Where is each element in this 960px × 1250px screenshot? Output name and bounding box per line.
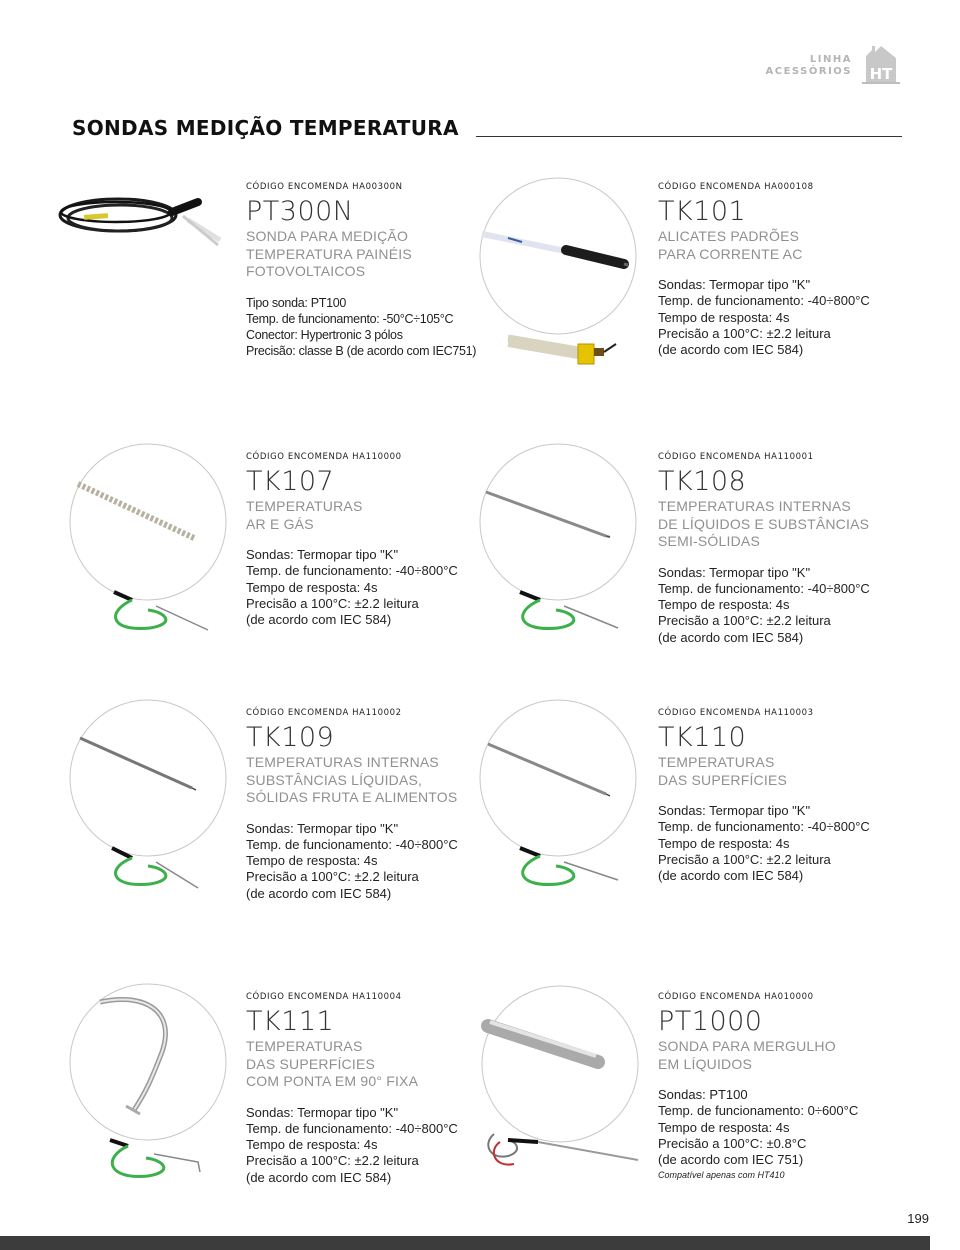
description-line: SUBSTÂNCIAS LÍQUIDAS, xyxy=(246,771,423,788)
braided-probe-image xyxy=(478,176,640,396)
page-number: 199 xyxy=(907,1211,929,1226)
product-name: TK110 xyxy=(658,722,747,753)
description-line: SONDA PARA MEDIÇÃO xyxy=(246,228,409,244)
immersion-probe-image xyxy=(478,984,644,1190)
spec-line: Precisão a 100°C: ±2.2 leitura xyxy=(246,595,419,611)
spec-line: Precisão: classe B (de acordo com IEC751) xyxy=(246,344,477,359)
compatibility-note: Compatível apenas com HT410 xyxy=(658,1170,785,1181)
product-code: CÓDIGO ENCOMENDA HA110000 xyxy=(246,452,402,462)
description-line: SONDA PARA MERGULHO xyxy=(658,1038,836,1054)
spec-line: Tempo de resposta: 4s xyxy=(658,835,790,851)
spec-line: (de acordo com IEC 584) xyxy=(246,885,392,901)
product-tk108 xyxy=(658,452,870,646)
product-specs xyxy=(658,1087,858,1168)
description-line: DAS SUPERFÍCIES xyxy=(658,771,788,788)
product-description xyxy=(658,228,870,263)
spec-line: Sondas: Termopar tipo "K" xyxy=(246,820,399,836)
spec-line: (de acordo com IEC 584) xyxy=(658,868,804,884)
description-line: TEMPERATURAS xyxy=(246,498,363,514)
description-line: TEMPERATURA PAINÉIS xyxy=(246,245,412,262)
product-code: CÓDIGO ENCOMENDA HA110001 xyxy=(658,452,814,462)
spec-line: Precisão a 100°C: ±2.2 leitura xyxy=(658,613,831,629)
food-probe-image xyxy=(66,698,246,894)
description-line: DAS SUPERFÍCIES xyxy=(246,1055,376,1072)
product-tk109 xyxy=(246,708,458,902)
spec-line: Precisão a 100°C: ±2.2 leitura xyxy=(246,869,419,885)
coiled-cable-probe-image xyxy=(48,170,238,280)
product-description xyxy=(658,1038,858,1073)
brand-line-2: ACESSÓRIOS xyxy=(765,66,852,77)
product-specs xyxy=(658,277,870,358)
spec-line: Sondas: Termopar tipo "K" xyxy=(658,803,811,818)
product-description xyxy=(658,754,870,789)
product-name: PT1000 xyxy=(658,1006,763,1037)
brand-header xyxy=(752,42,902,86)
spec-line: Precisão a 100°C: ±0.8°C xyxy=(658,1135,807,1151)
spec-line: Tempo de resposta: 4s xyxy=(658,309,790,325)
footer-bar xyxy=(0,1236,930,1250)
product-code: CÓDIGO ENCOMENDA HA010000 xyxy=(658,992,814,1002)
product-code: CÓDIGO ENCOMENDA HA110003 xyxy=(658,708,814,718)
spec-line: Temp. de funcionamento: -40÷800°C xyxy=(246,836,458,852)
ht-logo-icon xyxy=(860,42,902,84)
product-pt300n xyxy=(246,182,476,360)
spec-line: (de acordo com IEC 584) xyxy=(658,342,804,358)
product-description xyxy=(658,498,870,551)
product-tk111 xyxy=(246,992,458,1186)
needle-probe-image xyxy=(478,442,640,638)
spec-line: Tempo de resposta: 4s xyxy=(246,853,378,869)
product-description xyxy=(246,228,476,281)
spec-line: Sondas: Termopar tipo "K" xyxy=(658,564,811,580)
spec-line: Tempo de resposta: 4s xyxy=(246,1137,378,1153)
brand-text xyxy=(766,54,853,78)
product-description xyxy=(246,498,458,533)
description-line: EM LÍQUIDOS xyxy=(658,1055,752,1072)
product-specs xyxy=(658,803,870,884)
product-specs xyxy=(246,821,458,902)
product-code: CÓDIGO ENCOMENDA HA110004 xyxy=(246,992,402,1002)
spec-line: (de acordo com IEC 584) xyxy=(246,1169,392,1185)
description-line: COM PONTA EM 90° FIXA xyxy=(246,1073,419,1089)
product-code: CÓDIGO ENCOMENDA HA110002 xyxy=(246,708,402,718)
product-tk107 xyxy=(246,452,458,628)
spec-line: Tempo de resposta: 4s xyxy=(246,579,378,595)
product-tk101 xyxy=(658,182,870,358)
description-line: TEMPERATURAS xyxy=(246,1038,363,1054)
spec-line: Temp. de funcionamento: -40÷800°C xyxy=(658,293,870,309)
surface-probe-image xyxy=(478,698,640,894)
description-line: SÓLIDAS FRUTA E ALIMENTOS xyxy=(246,789,458,805)
spec-line: Conector: Hypertronic 3 pólos xyxy=(246,328,403,343)
spec-line: Tipo sonda: PT100 xyxy=(246,295,347,310)
product-specs xyxy=(658,565,870,646)
spec-line: Temp. de funcionamento: 0÷600°C xyxy=(658,1103,859,1119)
product-description xyxy=(246,1038,458,1091)
spec-line: Sondas: Termopar tipo "K" xyxy=(246,1104,399,1120)
product-code: CÓDIGO ENCOMENDA HA00300N xyxy=(246,182,403,192)
description-line: TEMPERATURAS xyxy=(658,754,775,770)
product-name: TK107 xyxy=(246,466,335,497)
product-specs xyxy=(246,1105,458,1186)
spec-line: Temp. de funcionamento: -40÷800°C xyxy=(658,819,870,835)
page-title: SONDAS MEDIÇÃO TEMPERATURA xyxy=(72,116,459,140)
title-divider xyxy=(476,136,902,137)
air-probe-image xyxy=(66,442,246,638)
product-name: TK101 xyxy=(658,196,747,227)
product-name: TK108 xyxy=(658,466,747,497)
product-description xyxy=(246,754,458,807)
spec-line: Tempo de resposta: 4s xyxy=(658,1119,790,1135)
description-line: TEMPERATURAS INTERNAS xyxy=(246,754,439,770)
description-line: SEMI-SÓLIDAS xyxy=(658,533,760,549)
spec-line: Precisão a 100°C: ±2.2 leitura xyxy=(658,325,831,341)
description-line: DE LÍQUIDOS E SUBSTÂNCIAS xyxy=(658,515,870,532)
description-line: ALICATES PADRÕES xyxy=(658,228,800,244)
spec-line: (de acordo com IEC 584) xyxy=(246,612,392,628)
product-specs xyxy=(246,547,458,628)
product-name: TK109 xyxy=(246,722,335,753)
spec-line: Precisão a 100°C: ±2.2 leitura xyxy=(246,1153,419,1169)
product-tk110 xyxy=(658,708,870,884)
spec-line: Sondas: Termopar tipo "K" xyxy=(658,277,811,292)
spec-line: Temp. de funcionamento: -40÷800°C xyxy=(246,563,458,579)
spec-line: Sondas: PT100 xyxy=(658,1087,748,1102)
description-line: TEMPERATURAS INTERNAS xyxy=(658,498,851,514)
spec-line: (de acordo com IEC 751) xyxy=(658,1152,804,1168)
spec-line: Temp. de funcionamento: -40÷800°C xyxy=(658,580,870,596)
spec-line: Temp. de funcionamento: -50°C÷105°C xyxy=(246,311,454,326)
spec-line: Temp. de funcionamento: -40÷800°C xyxy=(246,1120,458,1136)
product-name: PT300N xyxy=(246,196,354,227)
spec-line: Precisão a 100°C: ±2.2 leitura xyxy=(658,851,831,867)
spec-line: Sondas: Termopar tipo "K" xyxy=(246,547,399,562)
product-name: TK111 xyxy=(246,1006,335,1037)
description-line: PARA CORRENTE AC xyxy=(658,245,803,262)
spec-line: (de acordo com IEC 584) xyxy=(658,629,804,645)
description-line: AR E GÁS xyxy=(246,515,314,532)
bent-probe-image xyxy=(66,982,246,1188)
product-code: CÓDIGO ENCOMENDA HA000108 xyxy=(658,182,814,192)
logo-text: HT xyxy=(869,65,893,83)
brand-line-1: LINHA xyxy=(809,54,852,65)
description-line: FOTOVOLTAICOS xyxy=(246,263,366,279)
product-pt1000 xyxy=(658,992,858,1180)
product-specs xyxy=(246,295,476,360)
spec-line: Tempo de resposta: 4s xyxy=(658,597,790,613)
